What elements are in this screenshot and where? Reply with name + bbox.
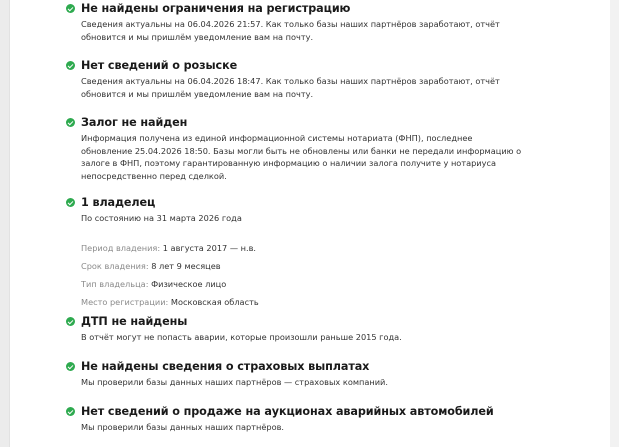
detail-label: Период владения: <box>81 242 161 253</box>
section-title: Нет сведений о продаже на аукционах аварийных автомобилей <box>81 405 494 418</box>
check-circle-icon <box>66 198 75 207</box>
description-line: Мы проверили базы данных наших партнёров. <box>81 422 285 432</box>
section-auctions <box>66 405 536 434</box>
detail-value: 1 августа 2017 — н.в. <box>162 242 257 253</box>
section-title: Не найдены ограничения на регистрацию <box>81 2 351 15</box>
description-line: Мы проверили базы данных наших партнёров — страховых компаний. <box>81 377 388 387</box>
description-line: Сведения актуальны на 06.04.2026 21:57. Как только базы наших партнёров заработают, отчёт <box>81 19 500 29</box>
scrollbar[interactable] <box>610 0 619 447</box>
section-title: Залог не найден <box>81 116 188 129</box>
section-title: Нет сведений о розыске <box>81 59 238 72</box>
section-description <box>81 75 536 100</box>
check-circle-icon <box>66 407 75 416</box>
description-line: обновится и мы пришлём уведомление вам на почту. <box>81 31 314 42</box>
check-circle-icon <box>66 4 75 13</box>
section-description <box>81 421 536 434</box>
detail-label: Тип владельца: <box>81 278 149 289</box>
section-accidents <box>66 315 536 344</box>
section-description <box>81 18 536 43</box>
owner-detail-period <box>81 239 536 257</box>
detail-value: Московская область <box>170 296 259 307</box>
check-circle-icon <box>66 362 75 371</box>
check-circle-icon <box>66 317 75 326</box>
owner-detail-term <box>81 257 536 275</box>
section-wanted <box>66 59 536 100</box>
description-line: Сведения актуальны на 06.04.2026 18:47. Как только базы наших партнёров заработают, отчёт <box>81 76 500 86</box>
section-description <box>81 212 536 225</box>
section-title: 1 владелец <box>81 196 156 209</box>
section-owners <box>66 196 536 311</box>
description-line: залоге в ФНП, поэтому гарантированную информацию о наличии залога получите у нотариуса <box>81 158 496 168</box>
description-line: обновится и мы пришлём уведомление вам на почту. <box>81 88 314 99</box>
detail-value: 8 лет 9 месяцев <box>151 260 221 271</box>
section-registration-restrictions <box>66 2 536 43</box>
section-title: ДТП не найдены <box>81 315 188 328</box>
detail-label: Срок владения: <box>81 260 149 271</box>
section-title: Не найдены сведения о страховых выплатах <box>81 360 370 373</box>
description-line: Информация получена из единой информационной системы нотариата (ФНП), последнее <box>81 133 473 143</box>
description-line: обновление 25.04.2026 18:50. Базы могли быть не обновлены или банки не передали информацию о <box>81 145 522 156</box>
description-line: В отчёт могут не попасть аварии, которые произошли раньше 2015 года. <box>81 332 402 342</box>
detail-label: Место регистрации: <box>81 296 169 307</box>
owner-detail-type <box>81 275 536 293</box>
description-line: непосредственно перед сделкой. <box>81 170 227 181</box>
owner-detail-registration <box>81 293 536 311</box>
check-circle-icon <box>66 118 75 127</box>
description-line: По состоянию на 31 марта 2026 года <box>81 213 242 223</box>
section-description <box>81 331 536 344</box>
check-circle-icon <box>66 61 75 70</box>
section-pledge <box>66 116 536 182</box>
section-description <box>81 132 536 182</box>
section-description <box>81 376 536 389</box>
section-insurance-payments <box>66 360 536 389</box>
detail-value: Физическое лицо <box>151 278 227 289</box>
